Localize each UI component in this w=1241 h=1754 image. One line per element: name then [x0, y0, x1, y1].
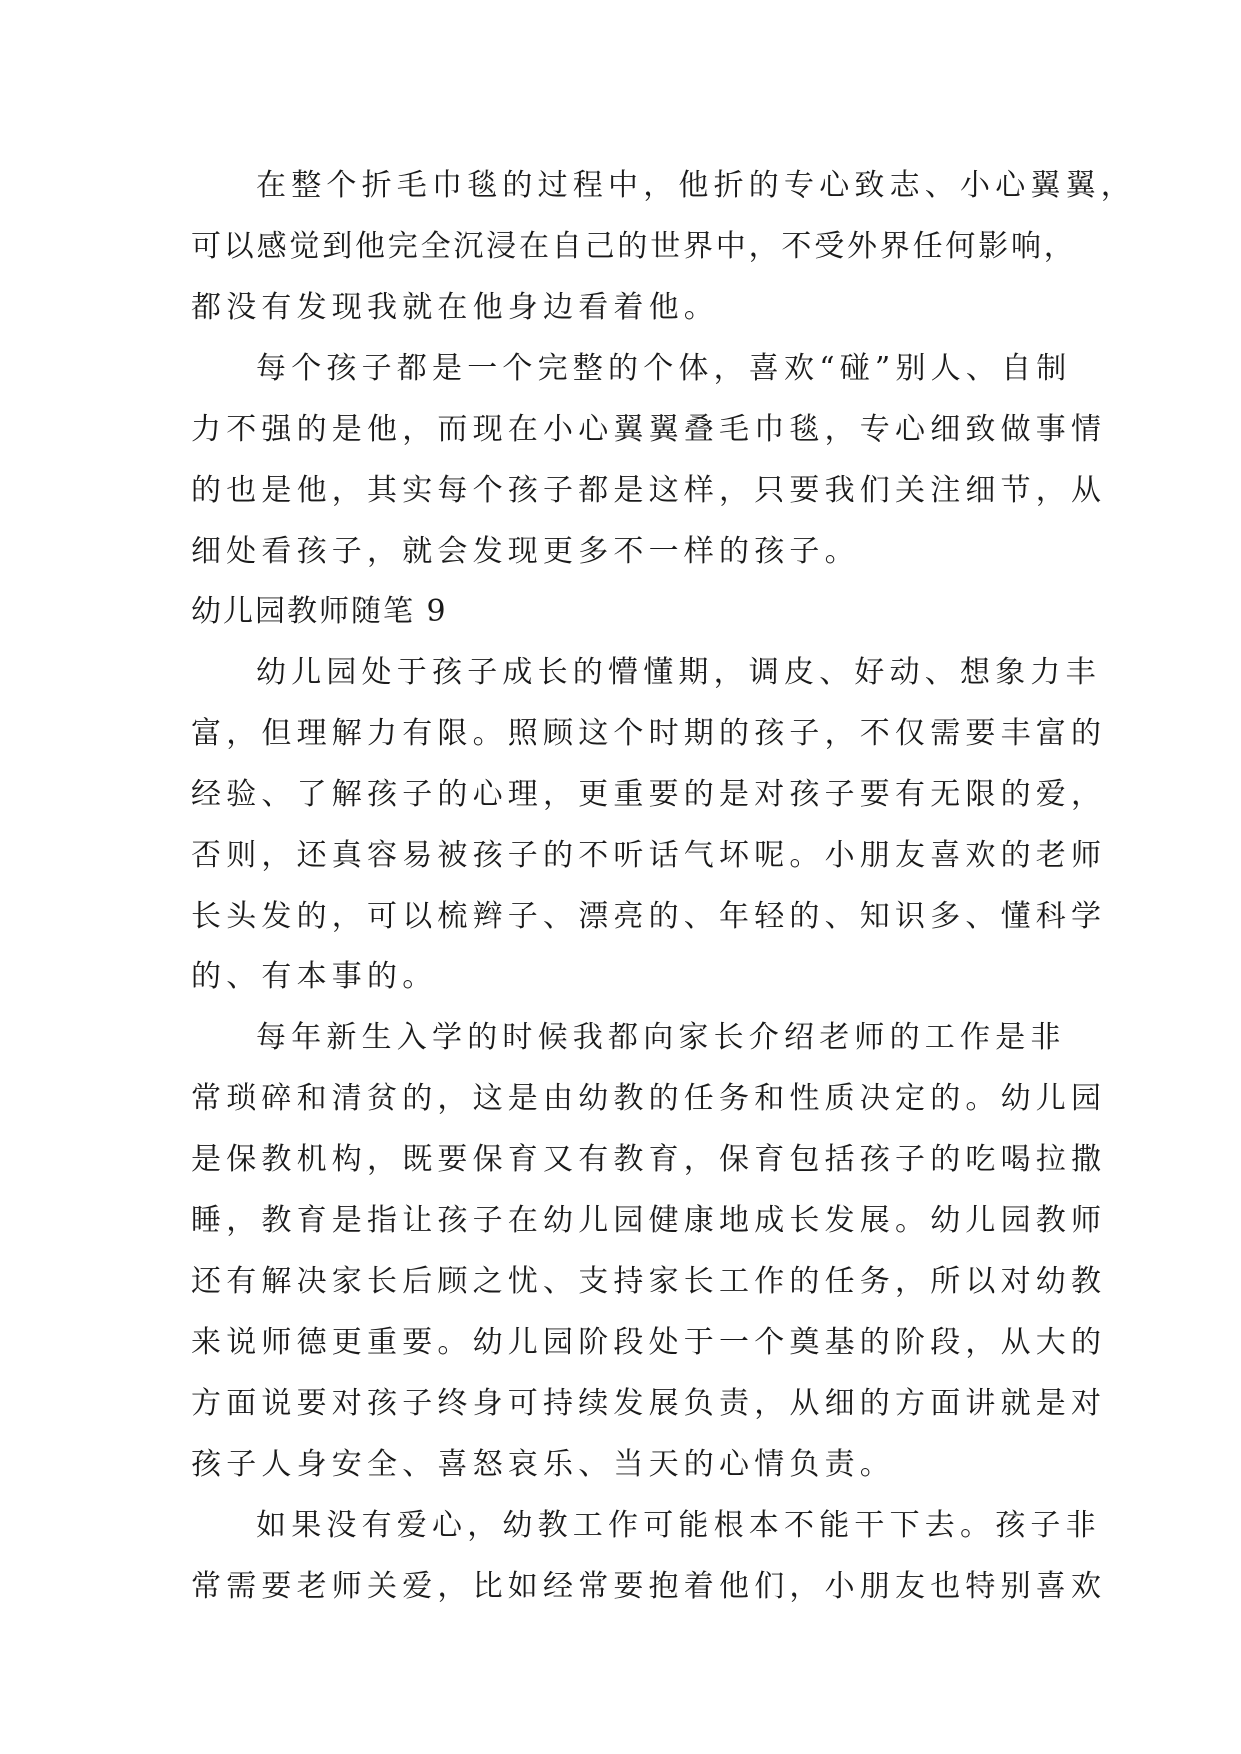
paragraph-line: 每个孩子都是一个完整的个体，喜欢“碰”别人、自制	[256, 351, 1072, 386]
paragraph-line: 否则，还真容易被孩子的不听话气坏呢。小朋友喜欢的老师	[191, 838, 1107, 873]
paragraph-line: 细处看孩子，就会发现更多不一样的孩子。	[191, 534, 860, 569]
paragraph-line: 如果没有爱心，幼教工作可能根本不能干下去。孩子非	[256, 1508, 1101, 1543]
paragraph-line: 每年新生入学的时候我都向家长介绍老师的工作是非	[256, 1020, 1066, 1055]
paragraph-line: 经验、了解孩子的心理，更重要的是对孩子要有无限的爱，	[191, 777, 1107, 812]
paragraph-line: 是保教机构，既要保育又有教育，保育包括孩子的吃喝拉撒	[191, 1142, 1107, 1177]
paragraph-line: 还有解决家长后顾之忧、支持家长工作的任务，所以对幼教	[191, 1264, 1107, 1299]
paragraph-line: 都没有发现我就在他身边看着他。	[191, 290, 719, 325]
paragraph-line: 在整个折毛巾毯的过程中，他折的专心致志、小心翼翼，	[256, 168, 1136, 203]
section-heading: 幼儿园教师随笔 9	[191, 594, 448, 629]
paragraph-line: 幼儿园处于孩子成长的懵懂期，调皮、好动、想象力丰	[256, 655, 1101, 690]
paragraph-line: 常琐碎和清贫的，这是由幼教的任务和性质决定的。幼儿园	[191, 1081, 1107, 1116]
paragraph-line: 常需要老师关爱，比如经常要抱着他们，小朋友也特别喜欢	[191, 1569, 1107, 1604]
paragraph-line: 力不强的是他，而现在小心翼翼叠毛巾毯，专心细致做事情	[191, 412, 1107, 447]
paragraph-line: 的也是他，其实每个孩子都是这样，只要我们关注细节，从	[191, 473, 1107, 508]
paragraph-line: 方面说要对孩子终身可持续发展负责，从细的方面讲就是对	[191, 1386, 1107, 1421]
paragraph-line: 长头发的，可以梳辫子、漂亮的、年轻的、知识多、懂科学	[191, 899, 1107, 934]
paragraph-line: 孩子人身安全、喜怒哀乐、当天的心情负责。	[191, 1447, 895, 1482]
paragraph-line: 的、有本事的。	[191, 959, 438, 994]
paragraph-line: 睡，教育是指让孩子在幼儿园健康地成长发展。幼儿园教师	[191, 1203, 1107, 1238]
paragraph-line: 来说师德更重要。幼儿园阶段处于一个奠基的阶段，从大的	[191, 1325, 1107, 1360]
paragraph-line: 富，但理解力有限。照顾这个时期的孩子，不仅需要丰富的	[191, 716, 1107, 751]
paragraph-line: 可以感觉到他完全沉浸在自己的世界中，不受外界任何影响，	[191, 229, 1077, 264]
